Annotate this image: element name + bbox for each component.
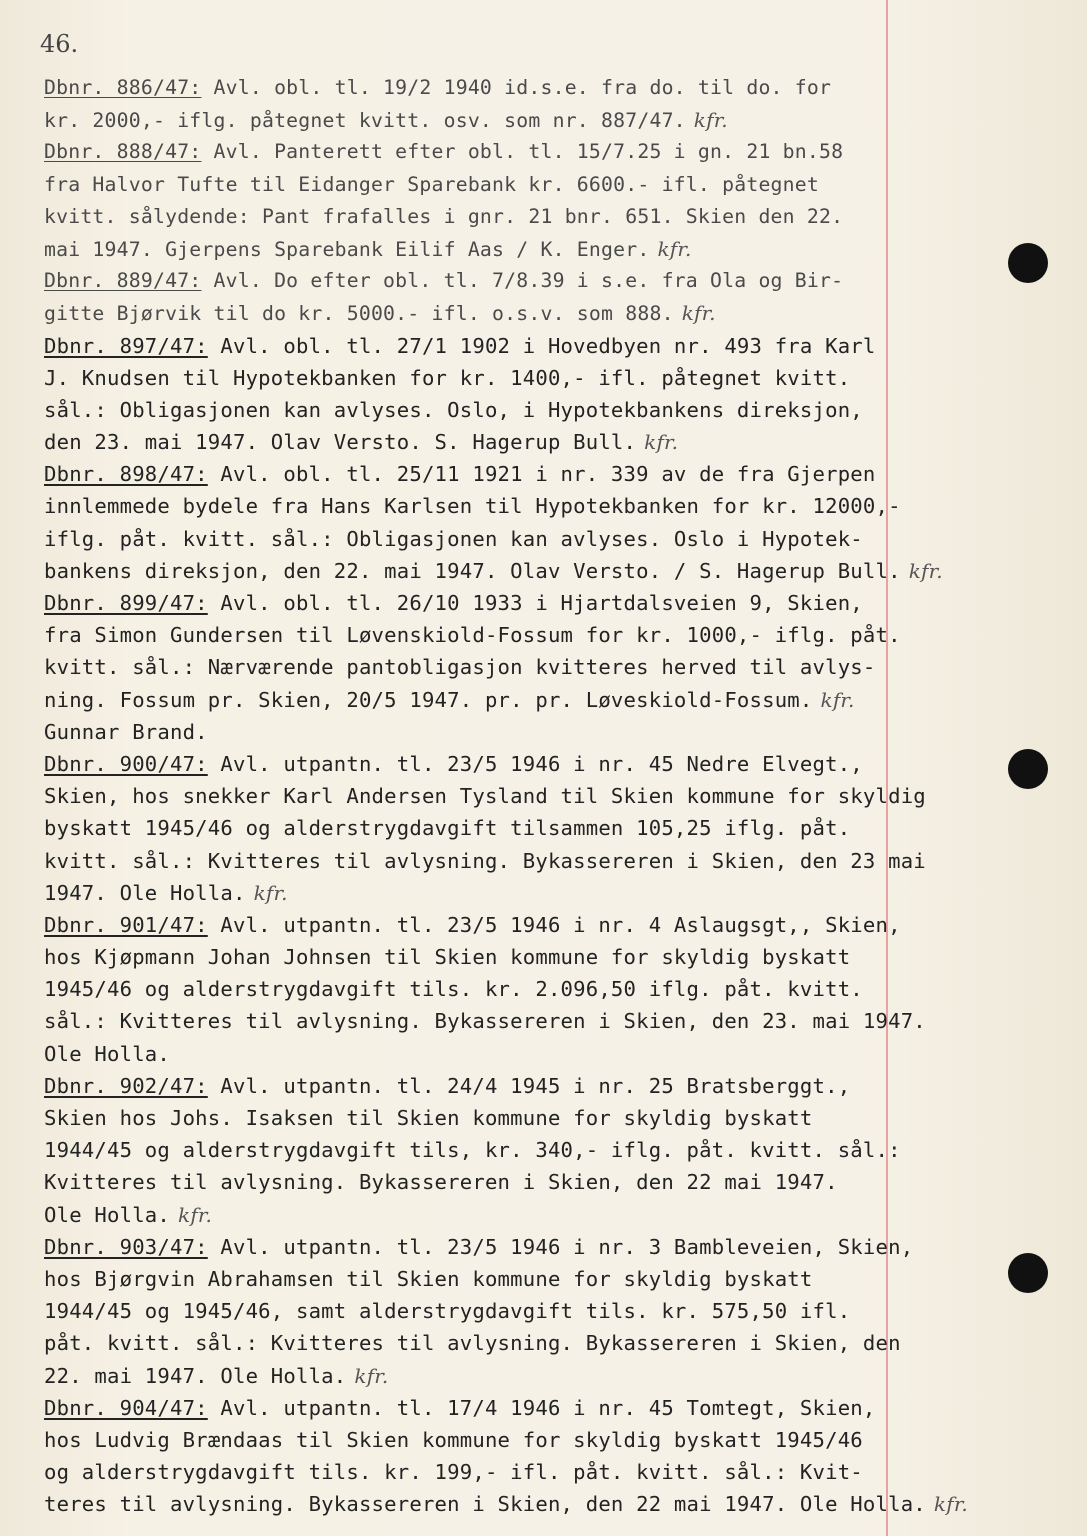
entry-line [44,812,944,844]
initials-mark: kfr. [657,236,692,261]
entry-header-line [44,136,944,168]
initials-mark: kfr. [178,1202,213,1227]
entry-text: Skien hos Johs. Isaksen til Skien kommune for skyldig byskatt [44,1106,813,1130]
entry-header-line [44,1231,944,1263]
entry-line [44,1102,944,1134]
entry-text: Ole Holla. [44,1202,170,1227]
entry-line [44,1360,944,1392]
entry-reference: Dbnr. 898/47: [44,462,208,487]
entry-header-line [44,909,944,941]
entry-line [44,1456,944,1488]
entry-reference: Dbnr. 889/47: [44,269,202,293]
entry-line [44,845,944,877]
initials-mark: kfr. [253,880,288,905]
entry-text: sål.: Obligasjonen kan avlyses. Oslo, i Hypotekbankens direksjon, [44,397,863,422]
entry-line [44,941,944,973]
entry-line [44,780,944,812]
entry-text: Avl. utpantn. tl. 23/5 1946 i nr. 3 Bambleveien, Skien, [207,1234,914,1259]
entry-line [44,1327,944,1359]
entry-line [44,1199,944,1231]
entry-text: Skien, hos snekker Karl Andersen Tysland til Skien kommune for skyldig [44,784,926,809]
entry-line [44,1166,944,1198]
entry-text: J. Knudsen til Hypotekbanken for kr. 1400,- ifl. påtegnet kvitt. [44,365,851,390]
entry-line [44,973,944,1005]
entry-reference: Dbnr. 888/47: [44,140,202,164]
entry-line [44,394,944,426]
entry-text: Avl. utpantn. tl. 17/4 1946 i nr. 45 Tomtegt, Skien, [207,1395,876,1420]
entry-line [44,1263,944,1295]
entry-text: 22. mai 1947. Ole Holla. [44,1363,347,1388]
entry-text: kvitt. sål.: Nærværende pantobligasjon kvitteres herved til avlys- [44,655,876,680]
entry-header-line [44,1392,944,1424]
entry-line [44,1488,968,1520]
entry-line [44,297,944,329]
entry-header-line [44,1070,944,1102]
initials-mark: kfr. [681,301,716,326]
entry-line [44,104,944,136]
entry-text: Avl. Panterett efter obl. tl. 15/7.25 i gn. 21 bn.58 [201,140,844,164]
entry-text: Avl. utpantn. tl. 23/5 1946 i nr. 45 Nedre Elvegt., [207,751,863,776]
entry-text: den 23. mai 1947. Olav Versto. S. Hagerup Bull. [44,430,637,455]
entry-line [44,716,944,748]
entry-text: Avl. utpantn. tl. 23/5 1946 i nr. 4 Aslaugsgt,, Skien, [207,912,901,937]
entry-text: Ole Holla. [44,1041,170,1066]
entry-line [44,1005,944,1037]
entry-reference: Dbnr. 903/47: [44,1234,208,1259]
entry-line [44,651,944,683]
entry-header-line [44,587,944,619]
entry-text: Avl. obl. tl. 19/2 1940 id.s.e. fra do. til do. for [201,76,832,99]
entry-text: og alderstrygdavgift tils. kr. 199,- ifl. påt. kvitt. sål.: Kvit- [44,1460,863,1485]
entry-text: Avl. Do efter obl. tl. 7/8.39 i s.e. fra Ola og Bir- [201,269,844,293]
entry-text: 1944/45 og alderstrygdavgift tils, kr. 340,- iflg. påt. kvitt. sål.: [44,1138,901,1163]
entry-text: innlemmede bydele fra Hans Karlsen til Hypotekbanken for kr. 12000,- [44,494,901,519]
entry-text: Avl. obl. tl. 26/10 1933 i Hjartdalsveien 9, Skien, [207,591,863,615]
entry-text: fra Halvor Tufte til Eidanger Sparebank kr. 6600.- ifl. påtegnet [44,172,819,196]
entry-line [44,426,944,458]
entry-reference: Dbnr. 901/47: [44,912,208,937]
entry-header-line [44,330,944,362]
initials-mark: kfr. [908,558,943,583]
entry-reference: Dbnr. 897/47: [44,333,208,358]
entry-text: mai 1947. Gjerpens Sparebank Eilif Aas / K. Enger. [44,237,650,261]
entry-line [44,362,944,394]
entry-line [44,1038,944,1070]
entry-reference: Dbnr. 904/47: [44,1395,208,1420]
entry-reference: Dbnr. 900/47: [44,751,208,776]
entry-text: kr. 2000,- iflg. påtegnet kvitt. osv. som nr. 887/47. [44,109,686,133]
binder-hole [1008,749,1048,789]
entry-header-line [44,458,944,490]
entry-line [44,523,944,555]
entry-reference: Dbnr. 886/47: [44,76,202,99]
entry-line [44,555,944,587]
entry-header-line [44,748,944,780]
initials-mark: kfr. [933,1492,968,1517]
binder-hole [1008,243,1048,283]
entry-line [44,233,944,265]
entry-text: kvitt. sålydende: Pant frafalles i gnr. 21 bnr. 651. Skien den 22. [44,204,844,228]
entry-text: Avl. obl. tl. 25/11 1921 i nr. 339 av de fra Gjerpen [207,462,876,487]
entry-reference: Dbnr. 899/47: [44,591,208,615]
entry-line [44,1295,944,1327]
initials-mark: kfr. [820,687,855,712]
entry-text: bankens direksjon, den 22. mai 1947. Olav Versto. / S. Hagerup Bull. [44,558,901,583]
entry-text: 1947. Ole Holla. [44,880,246,905]
entry-lines [44,72,968,1520]
initials-mark: kfr. [693,108,728,133]
entry-text: påt. kvitt. sål.: Kvitteres til avlysning. Bykassereren i Skien, den [44,1331,901,1356]
entry-line [44,1134,944,1166]
entry-text: Kvitteres til avlysning. Bykassereren i Skien, den 22 mai 1947. [44,1170,838,1195]
entry-text: Avl. utpantn. tl. 24/4 1945 i nr. 25 Bratsberggt., [207,1073,851,1098]
entry-line [44,877,944,909]
page-number: 46. [40,30,79,58]
entry-line [44,684,944,716]
entry-reference: Dbnr. 902/47: [44,1073,208,1098]
entry-line [44,619,944,651]
entry-line [44,1424,944,1456]
initials-mark: kfr. [644,430,679,455]
entry-text: byskatt 1945/46 og alderstrygdavgift tilsammen 105,25 iflg. påt. [44,816,851,841]
entry-text: iflg. påt. kvitt. sål.: Obligasjonen kan avlyses. Oslo i Hypotek- [44,526,863,551]
entry-text: hos Bjørgvin Abrahamsen til Skien kommune for skyldig byskatt [44,1266,813,1291]
entry-text: hos Kjøpmann Johan Johnsen til Skien kommune for skyldig byskatt [44,945,851,970]
entry-text: sål.: Kvitteres til avlysning. Bykassereren i Skien, den 23. mai 1947. [44,1009,926,1034]
entry-text: Gunnar Brand. [44,719,208,744]
entry-text: teres til avlysning. Bykassereren i Skien, den 22 mai 1947. Ole Holla. [44,1492,926,1517]
entry-line [44,490,944,522]
entry-text: 1944/45 og 1945/46, samt alderstrygdavgift tils. kr. 575,50 ifl. [44,1299,851,1324]
entry-line [44,169,944,201]
entry-text: fra Simon Gundersen til Løvenskiold-Fossum for kr. 1000,- iflg. påt. [44,623,901,648]
initials-mark: kfr. [354,1363,389,1388]
entry-text: kvitt. sål.: Kvitteres til avlysning. Bykassereren i Skien, den 23 mai [44,848,926,873]
binder-hole [1008,1253,1048,1293]
entry-line [44,201,944,233]
entry-header-line [44,265,944,297]
entry-text: gitte Bjørvik til do kr. 5000.- ifl. o.s.v. som 888. [44,302,674,326]
entry-header-line [44,72,944,104]
entry-text: hos Ludvig Brændaas til Skien kommune for skyldig byskatt 1945/46 [44,1427,863,1452]
entry-text: Avl. obl. tl. 27/1 1902 i Hovedbyen nr. 493 fra Karl [207,333,876,358]
entry-text: ning. Fossum pr. Skien, 20/5 1947. pr. pr. Løveskiold-Fossum. [44,687,813,712]
entry-text: 1945/46 og alderstrygdavgift tils. kr. 2.096,50 iflg. påt. kvitt. [44,977,863,1002]
